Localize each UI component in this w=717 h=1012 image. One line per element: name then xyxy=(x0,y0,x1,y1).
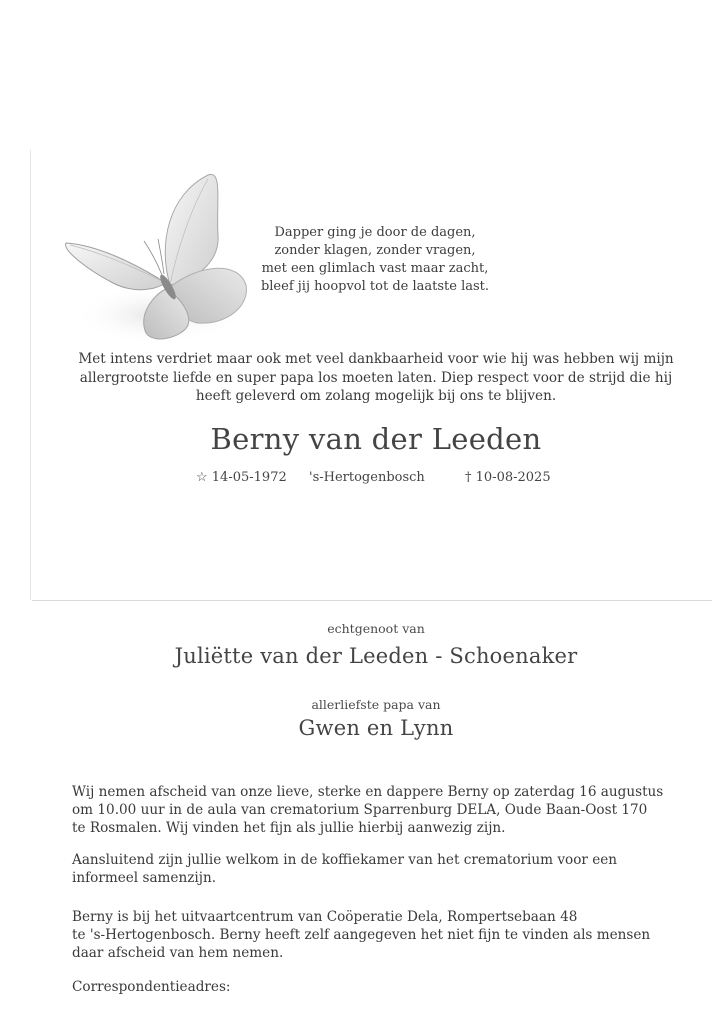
paragraph-line: daar afscheid van hem nemen. xyxy=(72,945,284,961)
paragraph-line: informeel samenzijn. xyxy=(72,870,217,886)
spouse-label: echtgenoot van xyxy=(327,621,425,636)
death-date: † 10-08-2025 xyxy=(465,470,551,485)
paragraph-line: Berny is bij het uitvaartcentrum van Coöperatie Dela, Rompertsebaan 48 xyxy=(72,909,578,925)
children-label: allerliefste papa van xyxy=(311,697,441,712)
poem-line: Dapper ging je door de dagen, xyxy=(274,225,476,240)
intro-line: heeft geleverd om zolang mogelijk bij ons te blijven. xyxy=(195,388,557,404)
poem-line: zonder klagen, zonder vragen, xyxy=(274,243,476,258)
birth-place: 's-Hertogenbosch xyxy=(309,470,425,485)
correspondence-label xyxy=(72,978,692,996)
intro-text xyxy=(62,350,690,406)
fold-divider xyxy=(32,600,712,601)
deceased-name: Berny van der Leeden xyxy=(210,422,542,456)
butterfly-icon xyxy=(58,165,253,350)
page-edge xyxy=(30,150,31,600)
paragraph-line: te Rosmalen. Wij vinden het fijn als jullie hierbij aanwezig zijn. xyxy=(72,820,506,836)
intro-line: Met intens verdriet maar ook met veel dankbaarheid voor wie hij was hebben wij mijn xyxy=(78,351,674,367)
paragraph-line: Wij nemen afscheid van onze lieve, sterke en dappere Berny op zaterdag 16 augustus xyxy=(72,784,664,800)
gathering-paragraph xyxy=(72,851,692,887)
poem xyxy=(240,224,510,296)
spouse-name: Juliëtte van der Leeden - Schoenaker xyxy=(174,644,578,668)
paragraph-line: Correspondentieadres: xyxy=(72,979,231,995)
poem-line: met een glimlach vast maar zacht, xyxy=(261,261,489,276)
paragraph-line: Aansluitend zijn jullie welkom in de koffiekamer van het crematorium voor een xyxy=(72,852,618,868)
poem-line: bleef jij hoopvol tot de laatste last. xyxy=(260,279,490,294)
paragraph-line: te 's-Hertogenbosch. Berny heeft zelf aangegeven het niet fijn te vinden als mensen xyxy=(72,927,651,943)
paragraph-line: om 10.00 uur in de aula van crematorium Sparrenburg DELA, Oude Baan-Oost 170 xyxy=(72,802,648,818)
viewing-paragraph xyxy=(72,908,692,962)
children-names: Gwen en Lynn xyxy=(298,716,454,740)
birth-date: ☆ 14-05-1972 xyxy=(196,470,287,485)
intro-line: allergrootste liefde en super papa los moeten laten. Diep respect voor de strijd die hij xyxy=(79,369,673,386)
farewell-paragraph xyxy=(72,783,692,837)
